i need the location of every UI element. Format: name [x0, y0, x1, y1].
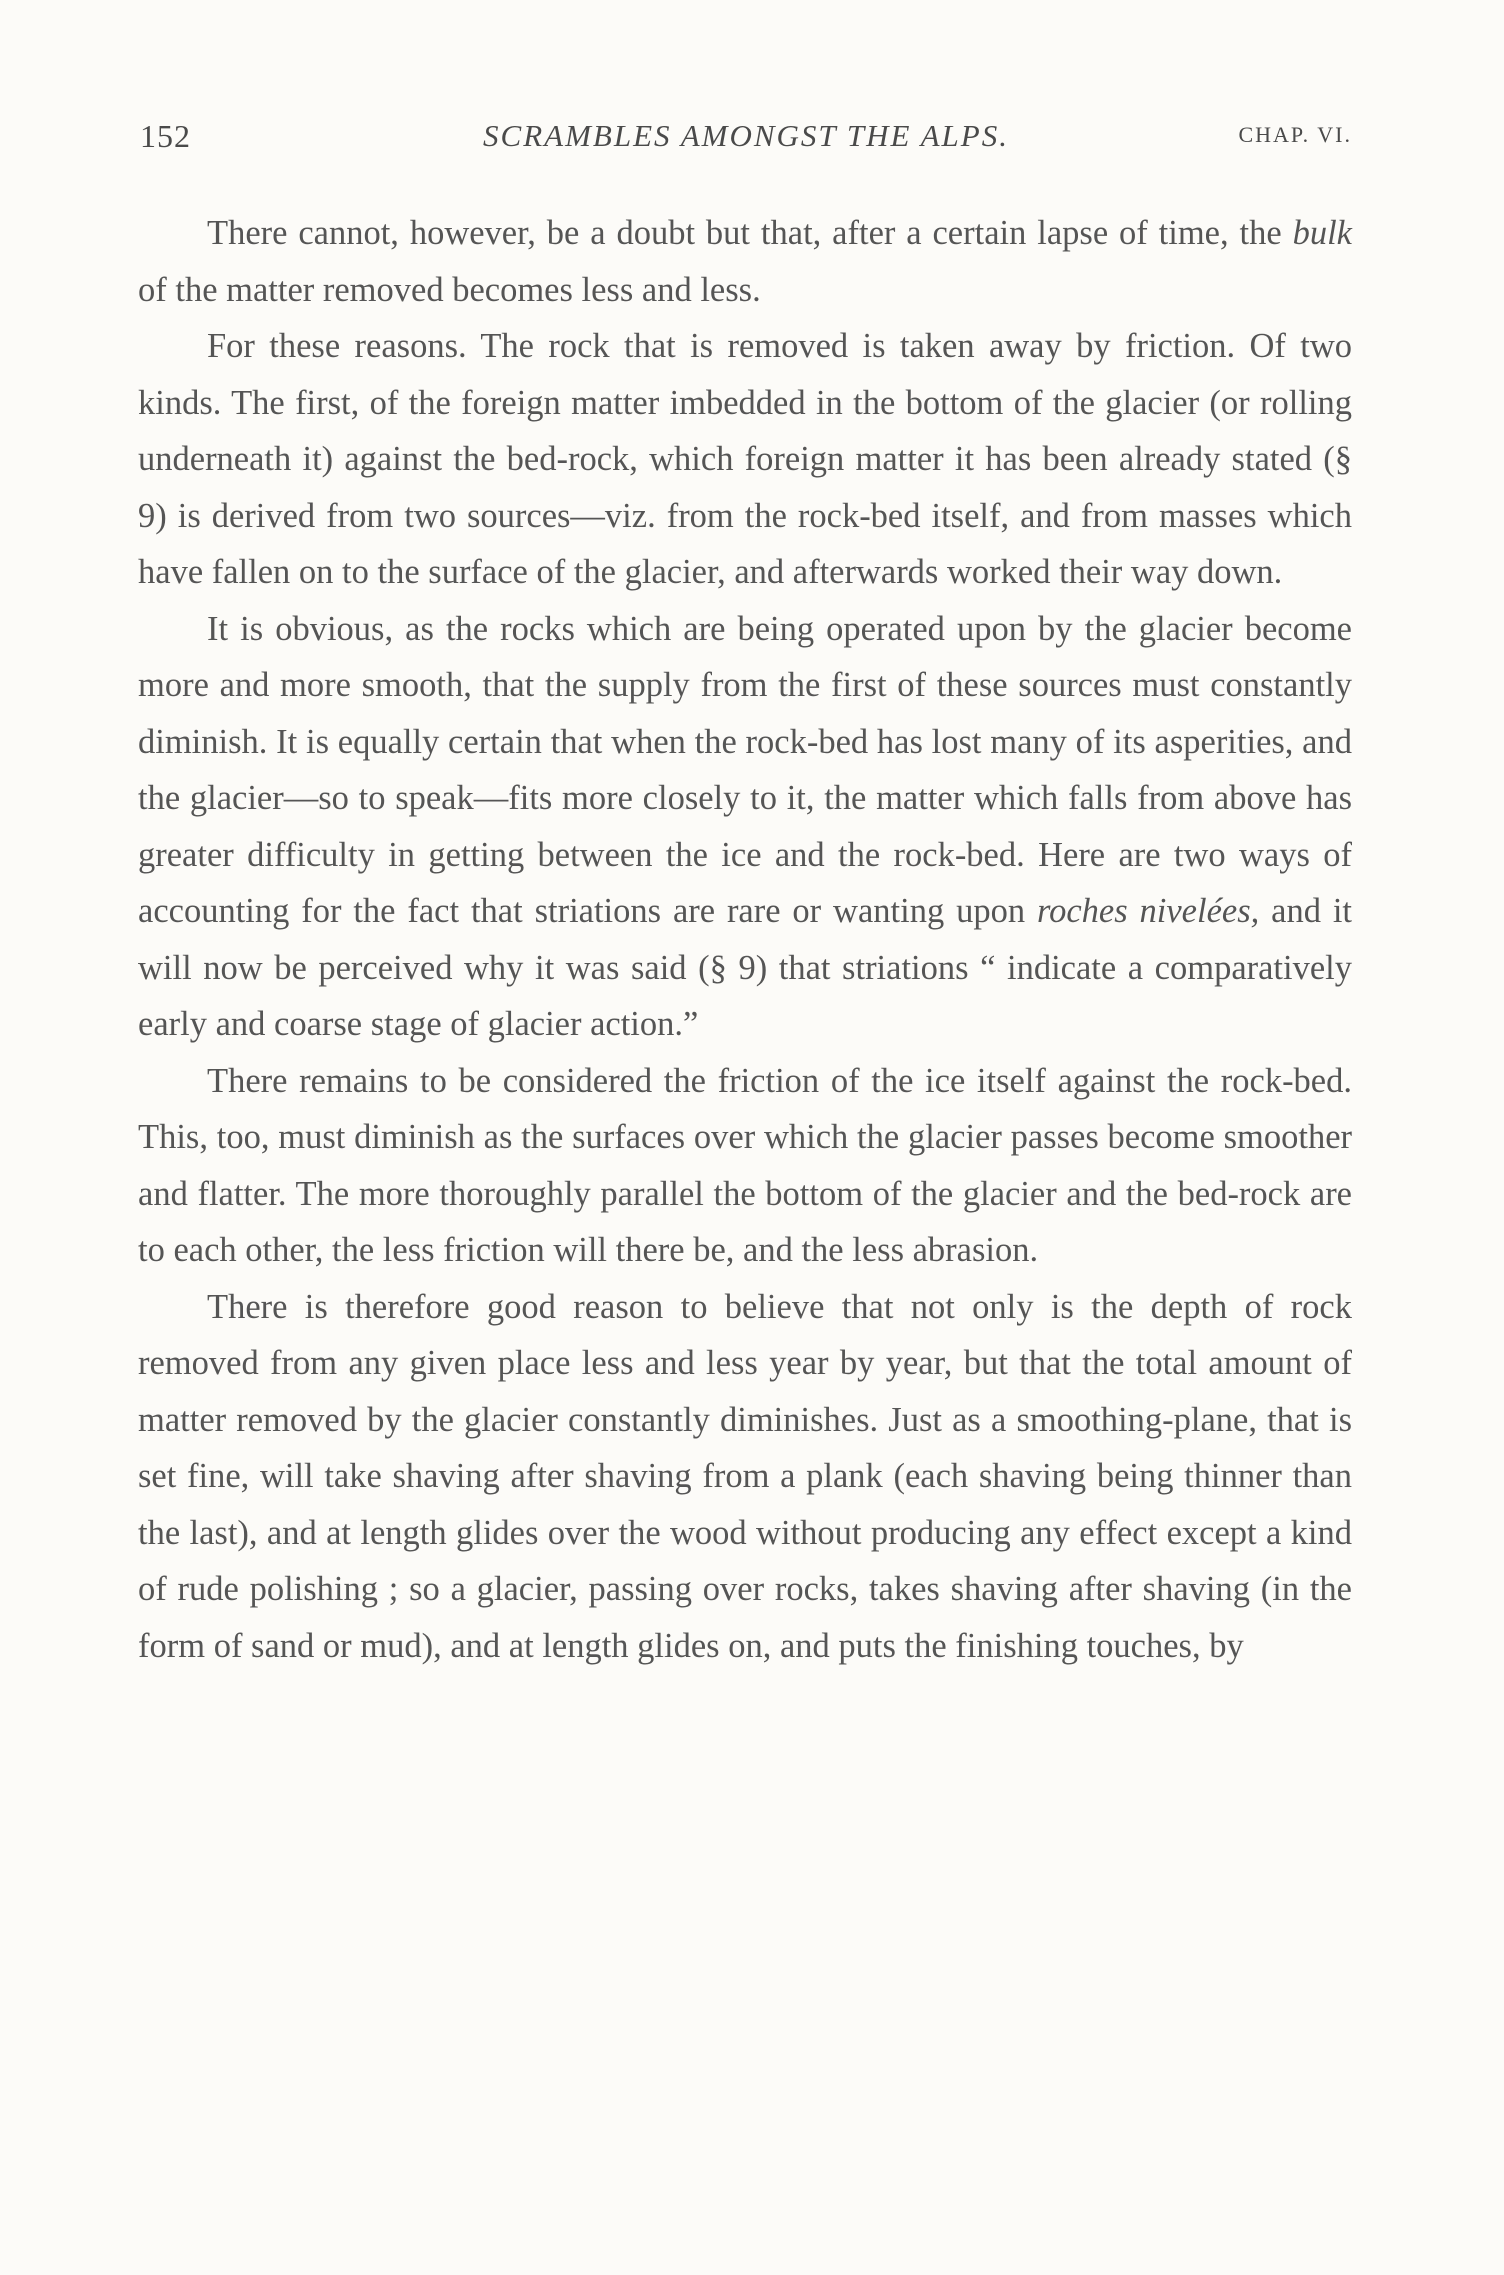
italic-word-bulk: bulk [1292, 214, 1352, 252]
page-number: 152 [140, 118, 191, 154]
running-title: SCRAMBLES AMONGST THE ALPS. [483, 118, 1009, 153]
chapter-label: CHAP. VI. [1238, 122, 1352, 147]
paragraph-1: There cannot, however, be a doubt but that, after a certain lapse of time, the bulk of the matter removed becomes less and less. [138, 214, 1352, 309]
italic-phrase-roches-nivelees: roches nivelées, [1036, 892, 1260, 930]
body-text [138, 205, 1352, 1674]
paragraph-4: There remains to be considered the friction of the ice itself against the rock-bed. This, too, must diminish as the surfaces over which the glacier passes become smoother and flatter. The more thoroughly parallel the bottom of the glacier and the bed-rock are to each other, the less friction will there be, and the less abrasion. [138, 1061, 1352, 1269]
running-head [140, 118, 1352, 168]
paragraph-3: It is obvious, as the rocks which are being operated upon by the glacier become more and more smooth, that the supply from the first of these sources must constantly diminish. It is equally certain that when the rock-bed has lost many of its asperities, and the glacier—so to speak—fits more closely to it, the matter which falls from above has greater difficulty in getting between the ice and the rock-bed. Here are two ways of accounting for the fact that striations are rare or wanting upon roches nivelées, and it will now be perceived why it was said (§ 9) that striations “ indicate a comparatively early and coarse stage of glacier action.” [138, 609, 1353, 1043]
paragraph-2: For these reasons. The rock that is removed is taken away by friction. Of two kinds. The first, of the foreign matter imbedded in the bottom of the glacier (or rolling underneath it) against the bed-rock, which foreign matter it has been already stated (§ 9) is derived from two sources—viz. from the rock-bed itself, and from masses which have fallen on to the surface of the glacier, and afterwards worked their way down. [138, 327, 1352, 591]
paragraph-5: There is therefore good reason to believe that not only is the depth of rock removed from any given place less and less year by year, but that the total amount of matter removed by the glacier constantly diminishes. Just as a smoothing-plane, that is set fine, will take shaving after shaving from a plank (each shaving being thinner than the last), and at length glides over the wood without producing any effect except a kind of rude polishing ; so a glacier, passing over rocks, takes shaving after shaving (in the form of sand or mud), and at length glides on, and puts the finishing touches, by [138, 1287, 1352, 1665]
